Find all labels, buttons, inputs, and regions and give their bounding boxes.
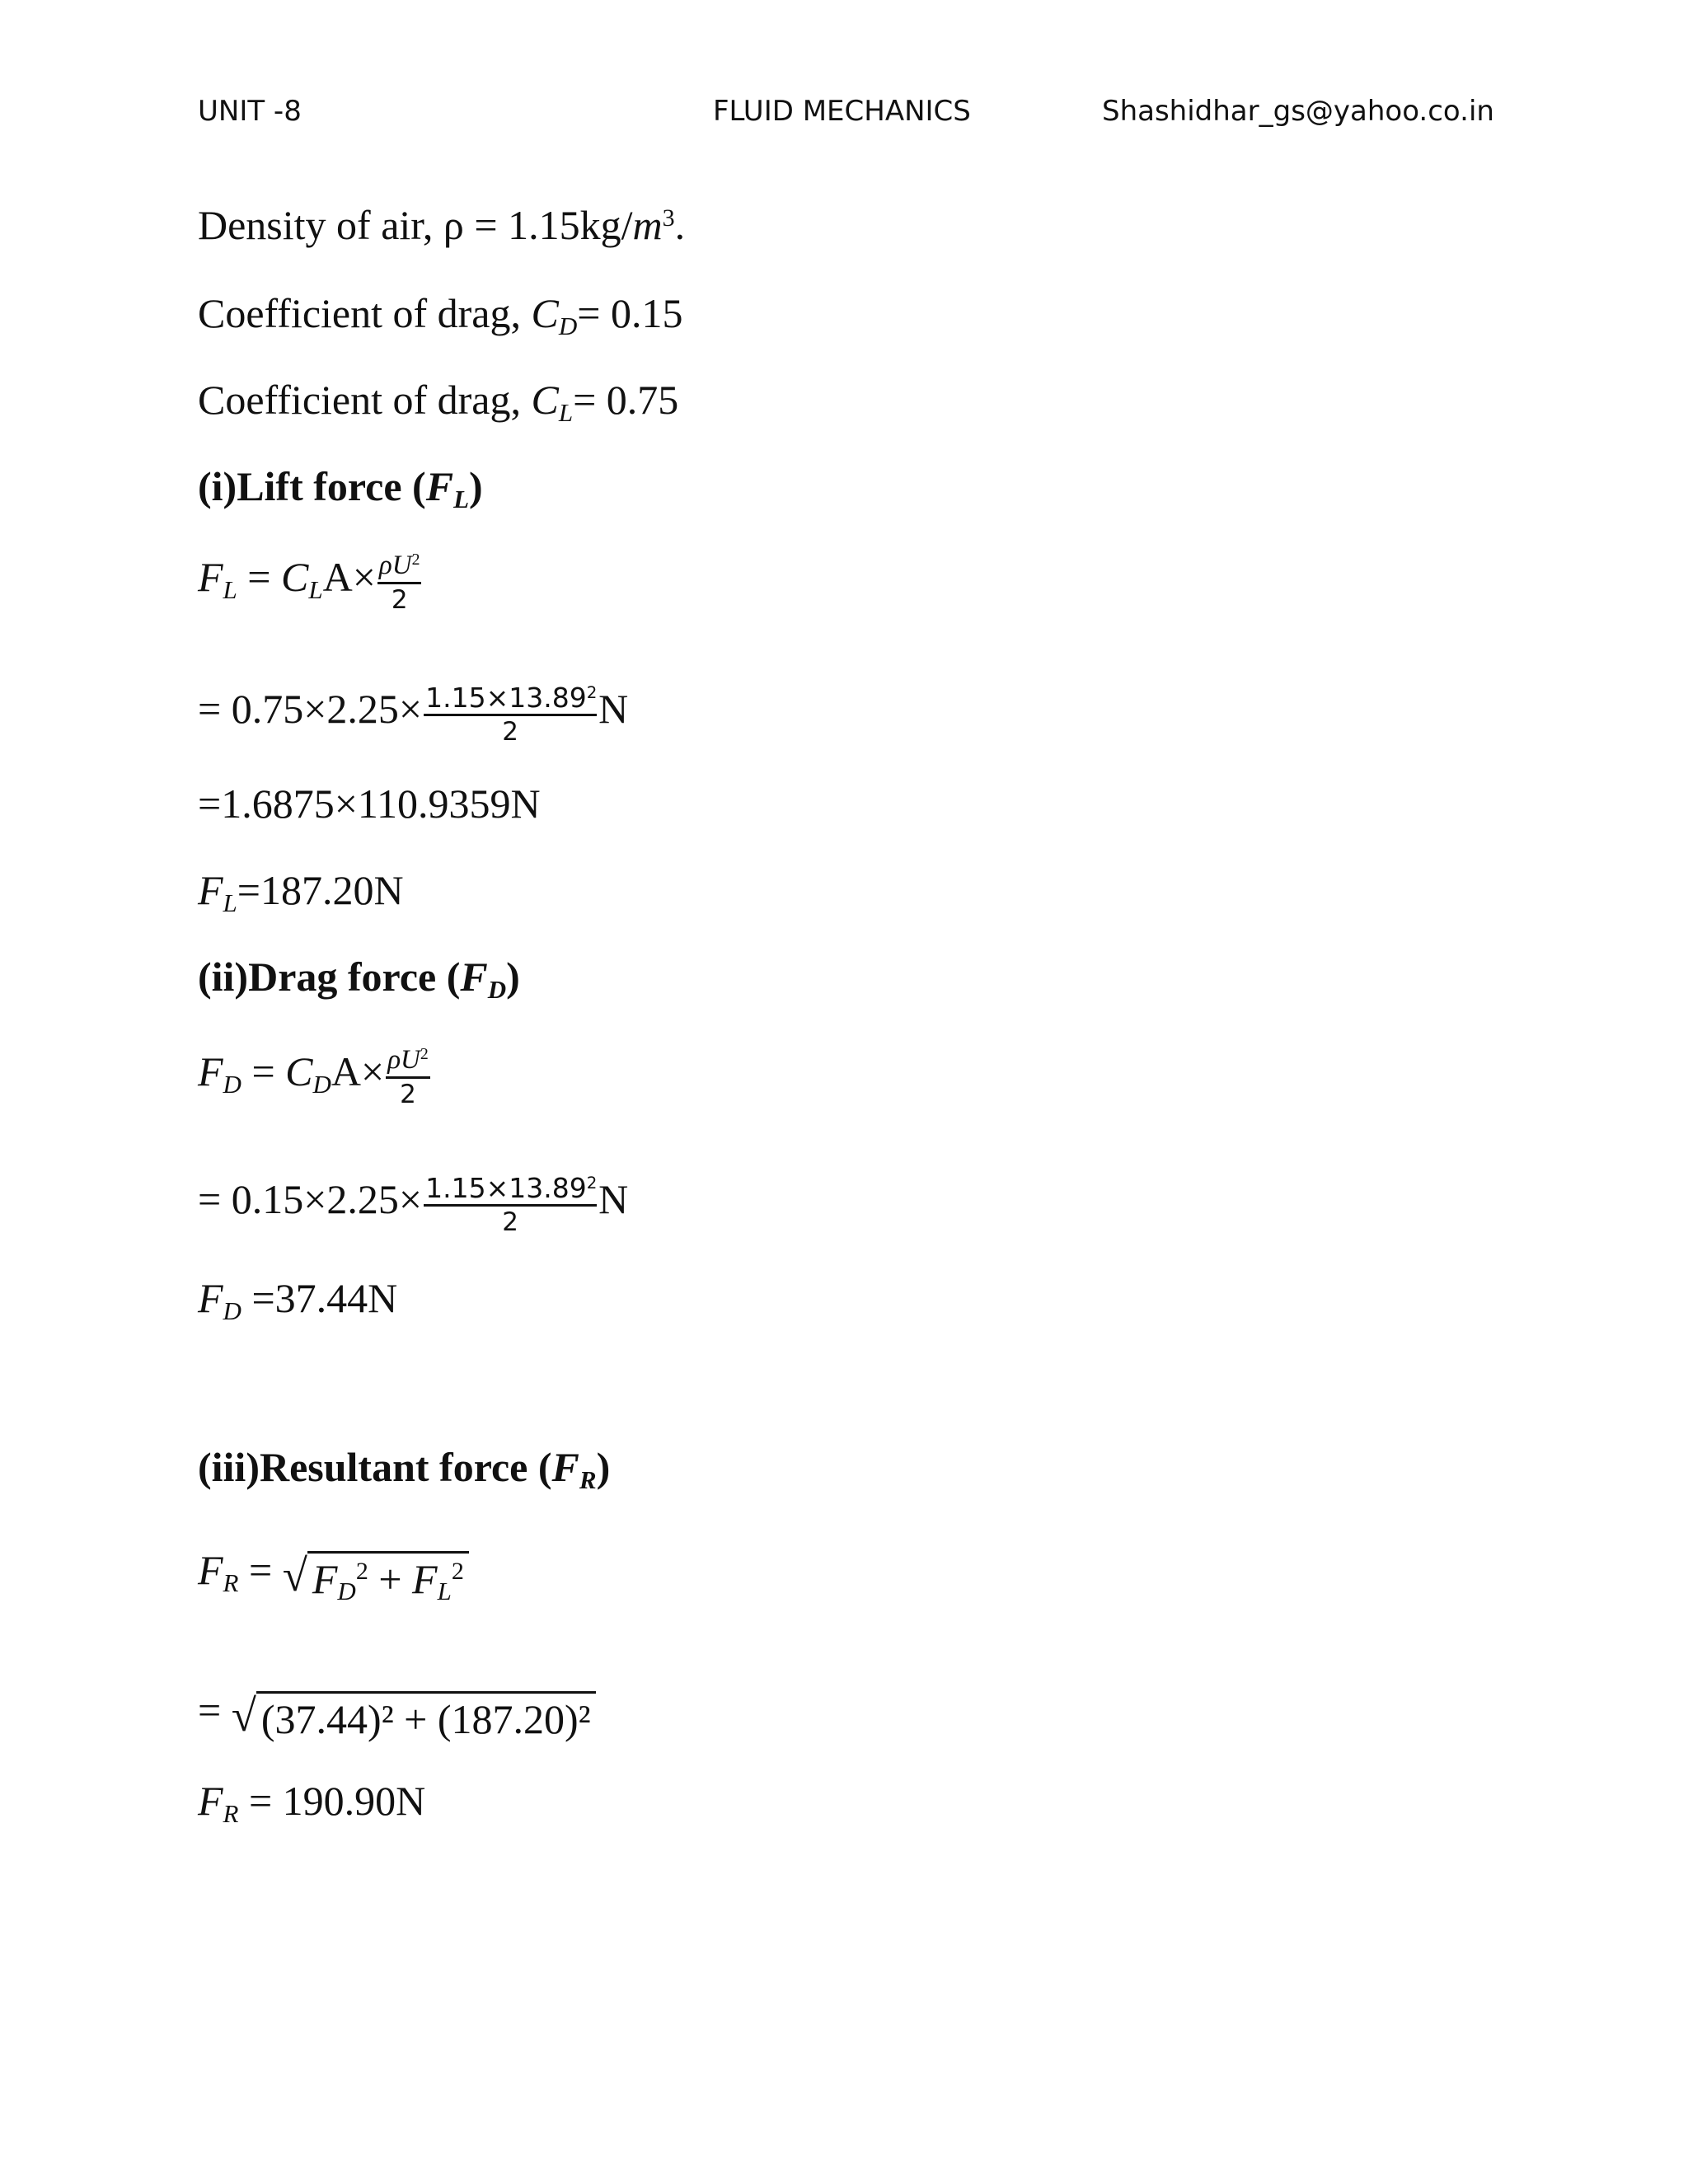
lift-substitution bbox=[198, 684, 628, 745]
lift-result-value: =187.20N bbox=[237, 867, 404, 913]
resultant-heading-close: ) bbox=[596, 1444, 611, 1490]
header-unit: UNIT -8 bbox=[198, 95, 302, 128]
resultant-formula: FR = √ $FD^2 + FL^2$ bbox=[198, 1549, 469, 1600]
density-end: . bbox=[674, 202, 686, 248]
lift-sub-unit: N bbox=[598, 686, 629, 732]
resultant-sub-value: (37.44)² + (187.20)² bbox=[256, 1691, 596, 1740]
header-email: Shashidhar_gs@yahoo.co.in bbox=[1102, 95, 1494, 128]
resultant-heading-text: (iii)Resultant force ( bbox=[198, 1444, 552, 1490]
resultant-result-value: = 190.90N bbox=[238, 1778, 426, 1824]
cd-symbol: CD bbox=[531, 290, 578, 340]
resultant-sub-sqrt: √ (37.44)² + (187.20)² bbox=[232, 1690, 596, 1740]
lift-formula-fraction: $\frac{\rho U^2}{2}$ bbox=[378, 551, 420, 615]
cl-label: Coefficient of drag, bbox=[198, 377, 532, 423]
drag-formula: FD = CDA× $\frac{\rho U^2}{2}$ bbox=[198, 1045, 429, 1109]
lift-heading: (i)Lift force (FL) bbox=[198, 463, 483, 513]
resultant-heading: (iii)Resultant force (FR) bbox=[198, 1444, 611, 1494]
lift-heading-text: (i)Lift force ( bbox=[198, 463, 426, 509]
density-unit: m bbox=[632, 202, 663, 248]
lift-formula: FL = CLA× $\frac{\rho U^2}{2}$ bbox=[198, 551, 420, 615]
density-label: Density of air, ρ = 1.15kg/ bbox=[198, 202, 633, 248]
cl-line bbox=[198, 377, 679, 427]
drag-sub-prefix: = 0.15×2.25× bbox=[198, 1176, 423, 1222]
cl-value: = 0.75 bbox=[573, 377, 679, 423]
lift-product: =1.6875×110.9359N bbox=[198, 780, 541, 827]
drag-heading-text: (ii)Drag force ( bbox=[198, 954, 461, 1000]
cd-value: = 0.15 bbox=[577, 290, 683, 336]
resultant-substitution: = √ (37.44)² + (187.20)² bbox=[198, 1690, 596, 1740]
lift-sub-fraction: $\frac{1.15\times 13.89^2}{2}$ bbox=[425, 682, 598, 747]
resultant-result: FR = 190.90N bbox=[198, 1778, 426, 1828]
cl-symbol: CL bbox=[531, 377, 574, 427]
drag-heading-close: ) bbox=[506, 954, 520, 1000]
header-subject: FLUID MECHANICS bbox=[713, 95, 971, 128]
drag-formula-fraction: $\frac{\rho U^2}{2}$ bbox=[387, 1045, 429, 1109]
drag-result-value: =37.44N bbox=[241, 1275, 398, 1321]
cd-line bbox=[198, 290, 683, 340]
lift-heading-close: ) bbox=[469, 463, 483, 509]
drag-substitution bbox=[198, 1174, 628, 1235]
drag-sub-unit: N bbox=[598, 1176, 629, 1222]
density-line bbox=[198, 204, 685, 246]
lift-sub-prefix: = 0.75×2.25× bbox=[198, 686, 423, 732]
resultant-sqrt: √ $FD^2 + FL^2$ bbox=[283, 1550, 469, 1600]
cd-label: Coefficient of drag, bbox=[198, 290, 532, 336]
drag-result: FD =37.44N bbox=[198, 1275, 398, 1325]
density-exponent: 3 bbox=[662, 204, 675, 232]
lift-result: FL=187.20N bbox=[198, 867, 404, 917]
drag-heading: (ii)Drag force (FD) bbox=[198, 954, 520, 1004]
drag-sub-fraction: $\frac{1.15\times 13.89^2}{2}$ bbox=[425, 1172, 598, 1237]
